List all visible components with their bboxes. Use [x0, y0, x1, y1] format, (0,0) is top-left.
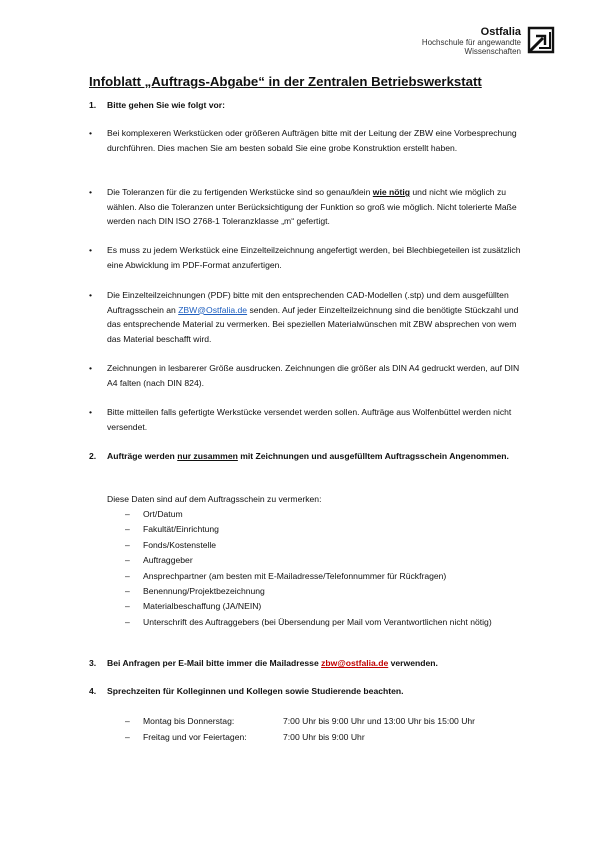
- zbw-email-link[interactable]: ZBW@Ostfalia.de: [178, 304, 248, 315]
- bullet-glyph: •: [89, 128, 93, 138]
- bullet-text: Bei komplexeren Werkstücken oder größeren Aufträgen bitte mit der Leitung der ZBW eine Vorbesprechung durchführen. Dies machen Sie am besten sobald Sie eine grobe Konstruktion erstellt haben.: [107, 128, 517, 153]
- list-item: [107, 584, 517, 599]
- logo-subtitle-line1: Hochschule für angewandte: [421, 38, 521, 47]
- bullet-cad-modelle: [89, 288, 529, 346]
- section-4-heading: [89, 684, 529, 699]
- bullet-vorbesprechung: [89, 126, 529, 155]
- logo-name: Ostfalia: [480, 26, 521, 38]
- dash-glyph: –: [125, 555, 130, 566]
- logo-text: [422, 26, 521, 56]
- list-item: [107, 599, 517, 614]
- dash-glyph: –: [125, 524, 130, 535]
- list-item: [107, 553, 517, 568]
- sprechzeiten-time: 7:00 Uhr bis 9:00 Uhr: [283, 732, 365, 742]
- list-item-text: Auftraggeber: [143, 555, 193, 566]
- bullet-text-part: und nicht wie möglich zu wählen. Also die Toleranzen unter Berücksichtigung der Funktion so groß wie möglich. Nicht tolerierte Maße werden nach DIN ISO 2768-1 Toleranzklasse „m“ gefertigt.: [107, 187, 517, 227]
- dash-glyph: –: [125, 601, 130, 612]
- section-3-heading: [89, 656, 529, 671]
- bullet-glyph: •: [89, 407, 93, 417]
- bullet-versand: [89, 405, 529, 434]
- bullet-text: Bitte mitteilen falls gefertigte Werkstücke versendet werden sollen. Aufträge aus Wolfenbüttel werden nicht versendet.: [107, 407, 512, 432]
- list-item-text: Fonds/Kostenstelle: [143, 539, 217, 550]
- zbw-mail-link[interactable]: zbw@ostfalia.de: [321, 658, 389, 668]
- ostfalia-logo-icon: [527, 26, 555, 54]
- bullet-text-part: Die Toleranzen für die zu fertigenden Werkstücke sind so genau/klein: [107, 187, 373, 197]
- section-3-text: [107, 656, 529, 671]
- list-item-text: Materialbeschaffung (JA/NEIN): [143, 601, 262, 612]
- dash-glyph: –: [125, 586, 130, 597]
- bullet-text: [107, 288, 529, 346]
- list-item-text: Ort/Datum: [143, 509, 183, 519]
- sprechzeiten-day: Freitag und vor Feiertagen:: [143, 732, 247, 742]
- bullet-text-part: senden. Auf jeder Einzelteilzeichnung sind die benötigte Stückzahl und das entsprechende Material zu vermerken. Bei speziellen Materialwünschen mit ZBW absprechen von wem das Material beschafft wird.: [107, 304, 519, 344]
- section-4-number: 4.: [89, 686, 97, 696]
- section-1-number: 1.: [89, 100, 97, 110]
- section-1-text: Bitte gehen Sie wie folgt vor:: [107, 100, 225, 110]
- list-item-text: Ansprechpartner (am besten mit E-Mailadresse/Telefonnummer für Rückfragen): [143, 570, 447, 581]
- list-item-text: Fakultät/Einrichtung: [143, 524, 219, 535]
- section-2-heading: [89, 449, 529, 464]
- section-3-text-part: verwenden.: [388, 658, 438, 668]
- bullet-toleranzen: [89, 185, 529, 229]
- logo-subtitle-line2: Wissenschaften: [464, 47, 521, 56]
- list-item: [107, 538, 517, 553]
- section-2-intro-text: Diese Daten sind auf dem Auftragsschein zu vermerken:: [107, 494, 322, 504]
- bullet-text: Zeichnungen in lesbarerer Größe ausdrucken. Zeichnungen die größer als DIN A4 gedruckt werden, auf DIN A4 falten (nach DIN 824).: [107, 363, 520, 388]
- list-item: [107, 615, 517, 630]
- section-2-intro: [89, 492, 529, 507]
- section-2-text: [107, 449, 529, 464]
- sprechzeiten-list: [107, 713, 527, 745]
- section-3-text-part: Bei Anfragen per E-Mail bitte immer die Mailadresse: [107, 658, 322, 668]
- bullet-text: Es muss zu jedem Werkstück eine Einzelteilzeichnung angefertigt werden, bei Blechbiegeteilen ist zusätzlich eine Abwicklung im PDF-Format anzufertigen.: [107, 245, 521, 270]
- dash-glyph: –: [125, 539, 130, 550]
- emphasis-nur-zusammen: nur zusammen: [177, 451, 238, 461]
- bullet-glyph: •: [89, 290, 93, 300]
- page-title: Infoblatt „Auftrags-Abgabe“ in der Zentralen Betriebswerkstatt: [89, 74, 482, 89]
- ostfalia-logo: [422, 26, 555, 56]
- section-3-number: 3.: [89, 658, 97, 668]
- list-item: [107, 507, 517, 522]
- bullet-zeichnungen-drucken: [89, 361, 529, 390]
- auftragsschein-field-list: [107, 507, 517, 630]
- list-item-text: Benennung/Projektbezeichnung: [143, 586, 265, 597]
- section-1-heading: [89, 98, 529, 113]
- dash-glyph: –: [125, 570, 130, 581]
- section-4-text: Sprechzeiten für Kolleginnen und Kollegen sowie Studierende beachten.: [107, 686, 404, 696]
- bullet-glyph: •: [89, 363, 93, 373]
- bullet-text-part: Die Einzelteilzeichnungen (PDF) bitte mit den entsprechenden CAD-Modellen (.stp) und dem ausgefüllten Auftragsschein an: [107, 290, 509, 315]
- sprechzeiten-day: Montag bis Donnerstag:: [143, 716, 235, 726]
- bullet-glyph: •: [89, 245, 93, 255]
- section-2-number: 2.: [89, 451, 97, 461]
- section-2-text-part: mit Zeichnungen und ausgefülltem Auftragsschein Angenommen.: [237, 451, 509, 461]
- sprechzeiten-row: [107, 729, 527, 745]
- bullet-text: [107, 185, 529, 229]
- dash-glyph: –: [125, 716, 130, 726]
- sprechzeiten-row: [107, 713, 527, 729]
- emphasis-wie-noetig: wie nötig: [372, 187, 411, 197]
- dash-glyph: –: [125, 732, 130, 742]
- section-2-text-part: Aufträge werden: [107, 451, 178, 461]
- dash-glyph: –: [125, 509, 130, 519]
- sprechzeiten-time: 7:00 Uhr bis 9:00 Uhr und 13:00 Uhr bis 15:00 Uhr: [283, 716, 476, 726]
- bullet-einzelteilzeichnung: [89, 243, 529, 272]
- list-item-text: Unterschrift des Auftraggebers (bei Übersendung per Mail vom Verantwortlichen nicht nötig): [143, 616, 492, 627]
- bullet-glyph: •: [89, 187, 93, 197]
- list-item: [107, 569, 517, 584]
- dash-glyph: –: [125, 616, 130, 627]
- list-item: [107, 522, 517, 537]
